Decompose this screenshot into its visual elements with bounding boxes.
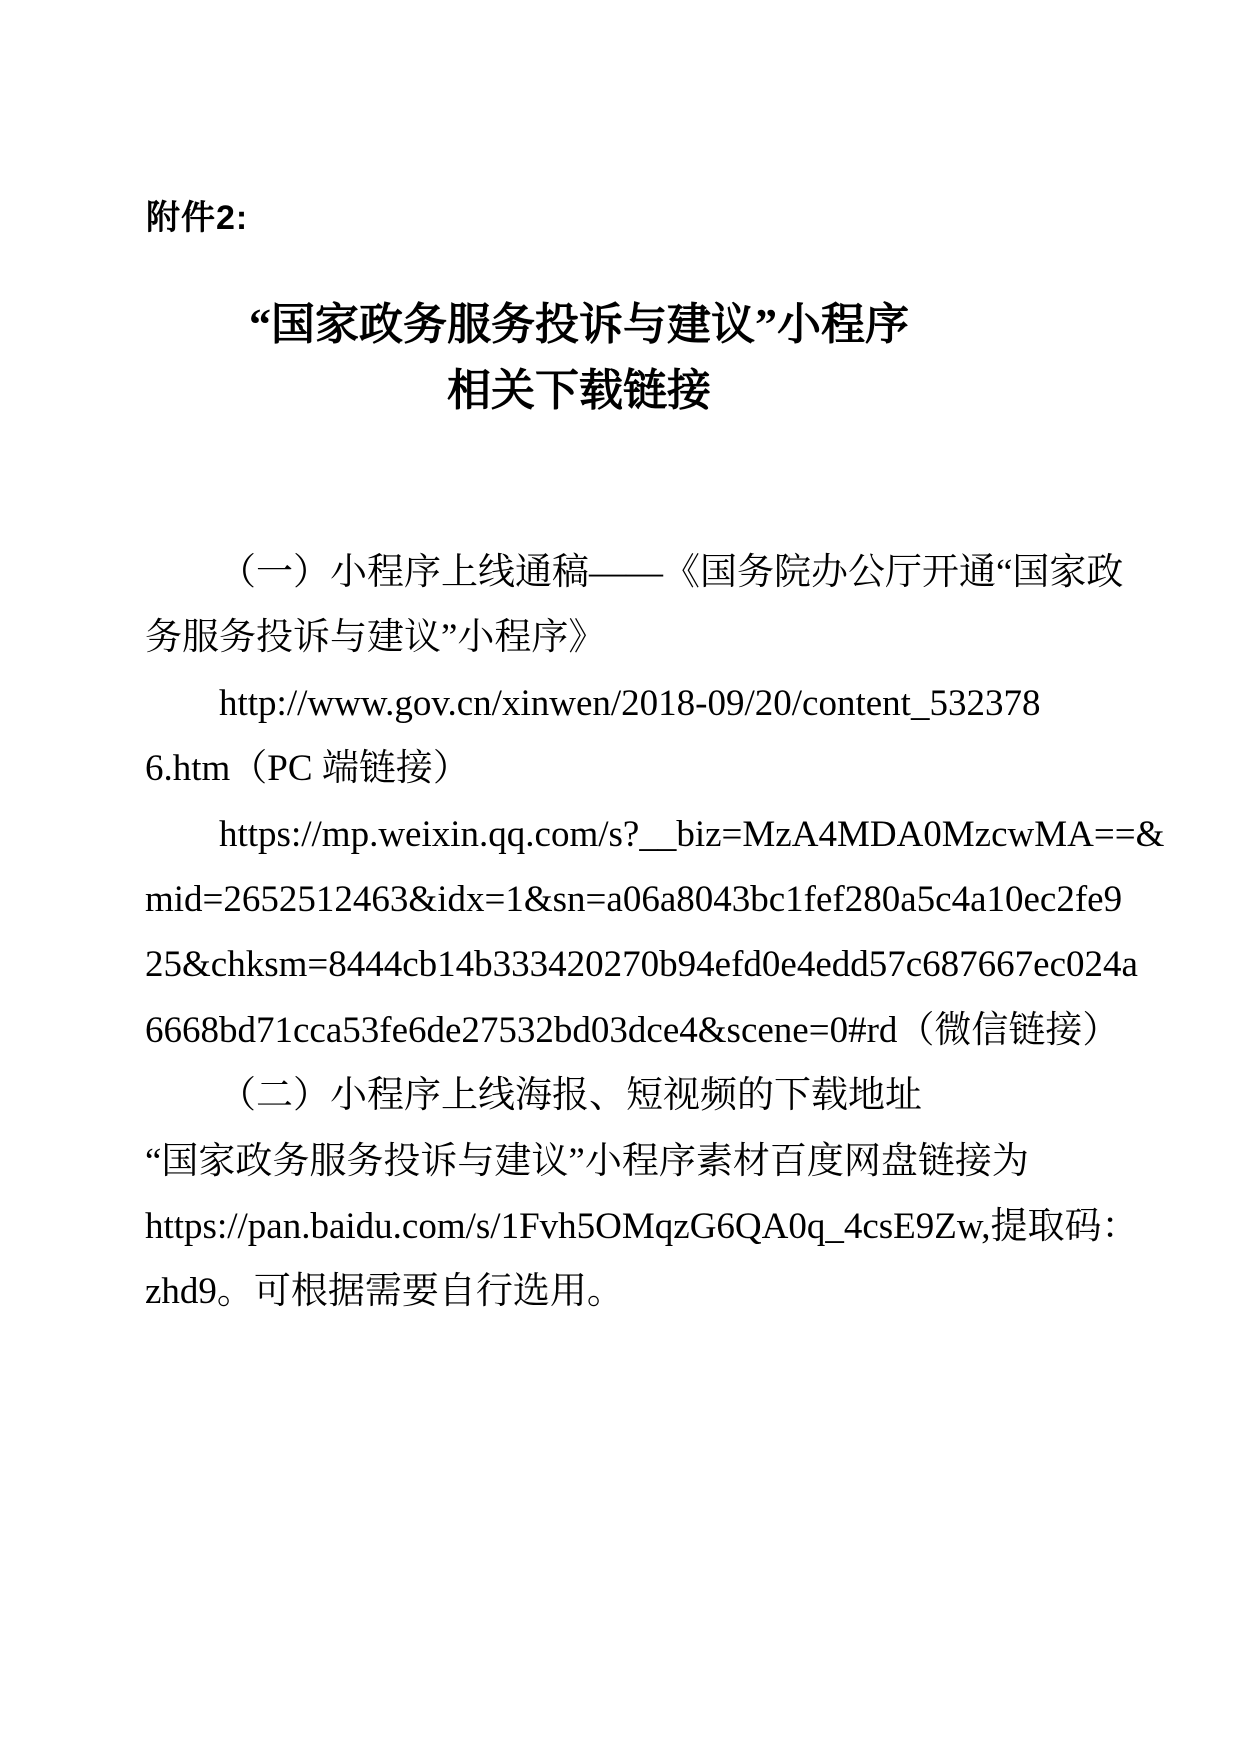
document-body — [145, 540, 1165, 1325]
attachment-label: 附件2: — [146, 199, 249, 237]
pc-link-line-2: 6.htm（PC 端链接） — [145, 748, 470, 790]
section-1-heading-line-1: （一）小程序上线通稿——《国务院办公厅开通“国家政 — [219, 552, 1124, 593]
baidu-pan-text-line-2: https://pan.baidu.com/s/1Fvh5OMqzG6QA0q_4csE9Zw,提取码： — [145, 1205, 1139, 1247]
baidu-pan-text-line-3: zhd9。可根据需要自行选用。 — [145, 1271, 624, 1313]
document-title-line-2: 相关下载链接 — [447, 366, 711, 415]
wechat-link-line-3: 25&chksm=8444cb14b333420270b94efd0e4edd57c687667ec024a — [145, 944, 1138, 986]
pc-link-line-1: http://www.gov.cn/xinwen/2018-09/20/content_532378 — [219, 682, 1041, 724]
section-2-heading: （二）小程序上线海报、短视频的下载地址 — [219, 1075, 922, 1117]
section-1-heading-line-2: 务服务投诉与建议”小程序》 — [145, 617, 606, 659]
baidu-pan-text-line-1: “国家政务服务投诉与建议”小程序素材百度网盘链接为 — [145, 1140, 1029, 1182]
wechat-link-line-1: https://mp.weixin.qq.com/s?__biz=MzA4MDA0MzcwMA==& — [219, 813, 1165, 855]
document-title — [145, 292, 1013, 424]
document-title-line-1: “国家政务服务投诉与建议”小程序 — [249, 300, 909, 349]
wechat-link-line-2: mid=2652512463&idx=1&sn=a06a8043bc1fef280a5c4a10ec2fe9 — [145, 878, 1123, 920]
wechat-link-line-4: 6668bd71cca53fe6de27532bd03dce4&scene=0#rd（微信链接） — [145, 1009, 1120, 1051]
